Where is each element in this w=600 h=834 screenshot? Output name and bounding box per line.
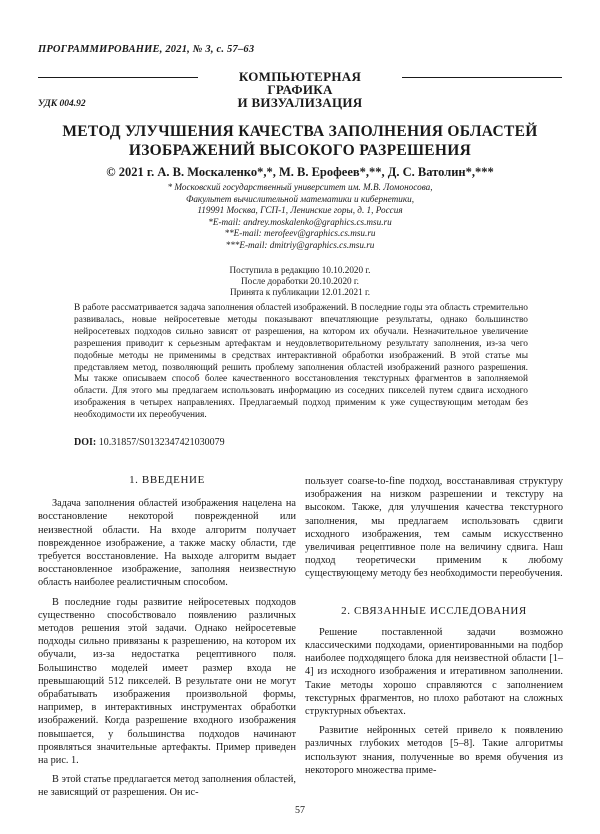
email-3: ***E-mail: dmitriy@graphics.cs.msu.ru — [225, 239, 375, 250]
left-column — [38, 474, 296, 800]
section-rule-right — [402, 77, 562, 78]
affiliation-line3: 119991 Москва, ГСП-1, Ленинские горы, д. 1, Россия — [197, 205, 403, 216]
intro-paragraph-3: В этой статье предлагается метод заполнения областей, не зависящий от разрешения. Он ис- — [38, 774, 296, 799]
affiliation — [80, 182, 520, 252]
email-1: *E-mail: andrey.moskalenko@graphics.cs.msu.ru — [208, 216, 392, 227]
date-revised: После доработки 20.10.2020 г. — [241, 276, 359, 287]
section-heading — [205, 70, 395, 109]
section-heading-line2: И ВИЗУАЛИЗАЦИЯ — [237, 95, 363, 110]
doi-value: 10.31857/S0132347421030079 — [98, 437, 225, 448]
right-column — [305, 475, 563, 777]
page-number: 57 — [295, 805, 305, 816]
right-paragraph-1: пользует coarse-to-fine подход, восстанавливая структуру изображения на низком разрешении и текстуру на высоком. Также, для улучшения качества текстурного заполнения, мы предлагаем использовать сдвиги исходного изображения, тем самым искусственно увеличивая рецептивное поле на величину сдвига. Наш подход теоретически применим к любому существующему методу без необходимости переобучения. — [305, 476, 563, 580]
journal-citation: ПРОГРАММИРОВАНИЕ, 2021, № 3, с. 57–63 — [38, 44, 255, 55]
affiliation-line1: * Московский государственный университет им. М.В. Ломоносова, — [167, 182, 433, 192]
related-work-heading: 2. СВЯЗАННЫЕ ИССЛЕДОВАНИЯ — [341, 604, 527, 617]
doi-label: DOI: — [74, 437, 97, 448]
section-heading-line1: КОМПЬЮТЕРНАЯ ГРАФИКА — [238, 69, 362, 97]
submission-dates — [180, 265, 420, 299]
title-line2: ИЗОБРАЖЕНИЙ ВЫСОКОГО РАЗРЕШЕНИЯ — [128, 142, 472, 159]
abstract: В работе рассматривается задача заполнения областей изображений. В последние годы эта область стремительно развивалась, новые нейросетевые методы показывают впечатляющие результаты, однако большинство нейросетевых подходов сильно зависят от разрешения, на котором их обучали. Незначительное увеличение разрешения приводит к серьезным артефактам и неудовлетворительному результату заполнения, из-за чего подобные методы не применимы в средствах интерактивной обработки изображений. В этой статье мы представляем метод, позволяющий решить проблему заполнения областей изображений разного разрешения. Мы также описываем способ более качественного восстановления текстурных фрагментов в заполняемой области. Для этого мы предлагаем использовать информацию из соседних пикселей путем сдвига исходного изображения в четырех направлениях. Предлагаемый подход применим к уже существующим методам без необходимости их переобучения. — [74, 303, 528, 421]
doi — [74, 437, 225, 448]
intro-paragraph-1: Задача заполнения областей изображения нацелена на восстановление некоторой поврежденной или неизвестной области. На входе алгоритм получает поврежденное изображение, а также маску области, где требуется восстановление. На выходе алгоритм выдает восстановленное изображение, заполняя неизвестную область наиболее реалистичным способом. — [38, 498, 296, 589]
right-paragraph-2: Решение поставленной задачи возможно классическими подходами, ориентированными на подбор наиболее подходящего блока для неизвестной области [1–4] из исходного изображения и итеративном заполнении. Такие методы хорошо справляются с заполнением текстурных фрагментов, но плохо работают на сложных структурных объектах. — [305, 626, 563, 718]
affiliation-line2: Факультет вычислительной математики и кибернетики, — [185, 193, 415, 204]
date-received: Поступила в редакцию 10.10.2020 г. — [229, 265, 371, 275]
authors: © 2021 г. А. В. Москаленко*,*, М. В. Ерофеев*,**, Д. С. Ватолин*,*** — [106, 165, 494, 179]
intro-heading: 1. ВВЕДЕНИЕ — [129, 474, 205, 486]
email-2: **E-mail: merofeev@graphics.cs.msu.ru — [224, 228, 376, 239]
paper-title — [30, 122, 570, 160]
intro-paragraph-2: В последние годы развитие нейросетевых подходов существенно способствовало появлению различных методов решения этой задачи. Однако нейросетевые подходы сильно привязаны к разрешению, на котором их обучали, из-за недостатка рецептивного поля. Большинство моделей имеет размер входа не превышающий 512 пикселей. В результате они не могут обрабатывать изображения произвольной формы, например, в интерактивных инструментах обработки изображений. Когда разрешение входного изображения повышается, у большинства подходов начинают проявляться значительные артефакты. Пример приведен на рис. 1. — [38, 596, 296, 767]
udk-code: УДК 004.92 — [38, 99, 86, 109]
title-line1: МЕТОД УЛУЧШЕНИЯ КАЧЕСТВА ЗАПОЛНЕНИЯ ОБЛАСТЕЙ — [62, 123, 538, 140]
right-paragraph-3: Развитие нейронных сетей привело к появлению различных глубоких методов [5–8]. Такие алгоритмы используют знания, полученные во время обучения из некоторого множества приме- — [305, 725, 563, 776]
date-accepted: Принята к публикации 12.01.2021 г. — [229, 287, 370, 298]
section-rule-left — [38, 77, 198, 78]
